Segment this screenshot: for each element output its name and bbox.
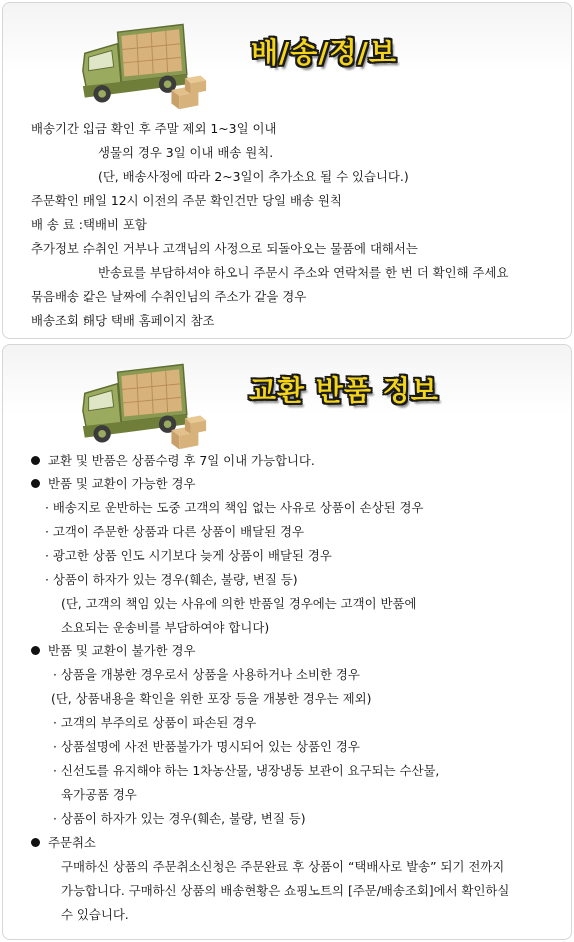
row-value: 해당 택배 홈페이지 참조	[83, 313, 215, 328]
cancel-text: 구매하신 상품의 주문취소신청은 주문완료 후 상품이 “택배사로 발송” 되기 전까지	[61, 859, 505, 874]
bullet-item	[31, 453, 315, 469]
row-label: 배송기간 :	[31, 121, 87, 136]
row-value: 택배비 포함	[83, 217, 147, 232]
list-note: (단, 고객의 책임 있는 사유에 의한 반품일 경우에는 고객이 반품에	[61, 596, 417, 611]
bullet-dot-icon	[31, 479, 40, 488]
bullet-dot-icon	[31, 646, 40, 655]
cancel-text: 가능합니다. 구매하신 상품의 배송현황은 쇼핑노트의 [주문/배송조회]에서 확인하실	[61, 883, 510, 898]
exchange-return-title: 교환 반품 정보	[249, 374, 439, 407]
list-item: · 상품을 개봉한 경우로서 상품을 사용하거나 소비한 경우	[53, 667, 360, 682]
bullet-text: 교환 및 반품은 상품수령 후 7일 이내 가능합니다.	[48, 453, 315, 468]
list-note: (단, 상품내용을 확인을 위한 포장 등을 개봉한 경우는 제외)	[51, 691, 372, 706]
row-label: 주문확인 :	[31, 193, 87, 208]
list-item-cont: 육가공품 경우	[61, 787, 137, 802]
cancel-text: 수 있습니다.	[61, 907, 129, 922]
list-item: · 고객의 부주의로 상품이 파손된 경우	[53, 715, 257, 730]
row-value: 입금 확인 후 주말 제외 1~3일 이내	[83, 121, 277, 136]
row-continuation: 반송료를 부담하셔야 하오니 주문시 주소와 연락처를 한 번 더 확인해 주세요	[98, 265, 509, 280]
bullet-dot-icon	[31, 456, 40, 465]
list-item: · 상품이 하자가 있는 경우(훼손, 불량, 변질 등)	[45, 572, 298, 587]
list-item: · 배송지로 운반하는 도중 고객의 책임 없는 사유로 상품이 손상된 경우	[45, 500, 424, 515]
list-item: · 상품설명에 사전 반품불가가 명시되어 있는 상품인 경우	[53, 739, 360, 754]
row-continuation: (단, 배송사정에 따라 2~3일이 추가소요 될 수 있습니다.)	[98, 169, 409, 184]
row-value: 매일 12시 이전의 주문 확인건만 당일 배송 원칙	[83, 193, 342, 208]
row-label: 추가정보 :	[31, 241, 87, 256]
bullet-dot-icon	[31, 838, 40, 847]
row-label: 배 송 료 :	[31, 217, 83, 232]
list-item: · 상품이 하자가 있는 경우(훼손, 불량, 변질 등)	[53, 811, 306, 826]
bullet-text: 반품 및 교환이 불가한 경우	[48, 643, 196, 658]
row-value: 수취인 거부나 고객님의 사정으로 되돌아오는 물품에 대해서는	[83, 241, 418, 256]
row-label: 묶음배송 :	[31, 289, 87, 304]
delivery-truck-icon	[79, 353, 209, 453]
shipping-info-title: 배/송/정/보	[251, 36, 397, 69]
row-value: 같은 날짜에 수취인님의 주소가 같을 경우	[83, 289, 307, 304]
bullet-text: 반품 및 교환이 가능한 경우	[48, 476, 196, 491]
bullet-item	[31, 643, 195, 659]
list-item: · 신선도를 유지해야 하는 1차농산물, 냉장냉동 보관이 요구되는 수산물,	[53, 763, 440, 778]
row-continuation: 생물의 경우 3일 이내 배송 원칙.	[98, 145, 274, 160]
bullet-text: 주문취소	[48, 835, 96, 850]
list-item: · 고객이 주문한 상품과 다른 상품이 배달된 경우	[45, 524, 304, 539]
row-label: 배송조회 :	[31, 313, 87, 328]
shipping-info-panel	[2, 2, 572, 339]
exchange-return-panel	[2, 344, 572, 940]
bullet-item	[31, 835, 96, 851]
list-note: 소요되는 운송비를 부담하여야 합니다)	[61, 620, 270, 635]
list-item: · 광고한 상품 인도 시기보다 늦게 상품이 배달된 경우	[45, 548, 332, 563]
bullet-item	[31, 476, 195, 492]
delivery-truck-icon	[79, 13, 209, 113]
